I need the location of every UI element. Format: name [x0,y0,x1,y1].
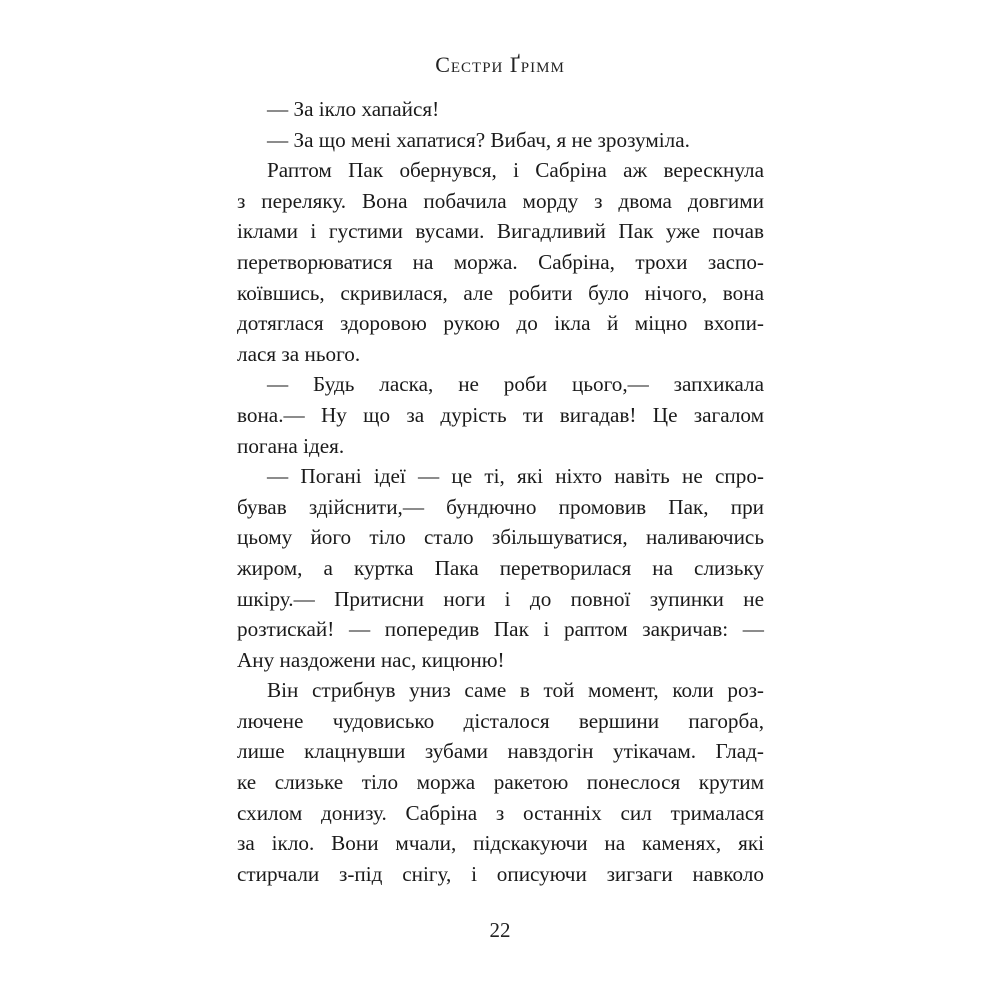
text-line: за ікло. Вони мчали, підскакуючи на каменях, які [237,831,764,856]
text-line: дотяглася здоровою рукою до ікла й міцно вхопи- [237,311,764,336]
text-line: вона.— Ну що за дурість ти вигадав! Це загалом [237,402,764,427]
text-line: лючене чудовисько дісталося вершини пагорба, [237,708,764,733]
text-line: розтискай! — попередив Пак і раптом закричав: — [237,617,764,642]
running-header: Сестри Ґрімм [435,52,565,77]
text-line: жиром, а куртка Пака перетворилася на слизьку [237,555,764,580]
text-line: — Будь ласка, не роби цього,— запхикала [267,372,764,397]
text-line: схилом донизу. Сабріна з останніх сил трималася [237,800,764,825]
text-line: перетворюватися на моржа. Сабріна, трохи заспо- [237,249,764,274]
page-number: 22 [489,918,511,942]
text-line: шкіру.— Притисни ноги і до повної зупинки не [237,586,764,611]
text-line: Він стрибнув униз саме в той момент, коли роз- [267,678,764,703]
text-line: — Погані ідеї — це ті, які ніхто навіть не спро- [267,464,764,489]
text-line: іклами і густими вусами. Вигадливий Пак уже почав [237,219,764,244]
text-line: коївшись, скривилася, але робити було нічого, вона [237,280,764,305]
text-line: Раптом Пак обернувся, і Сабріна аж верескнула [267,158,764,183]
text-line: погана ідея. [237,433,345,458]
text-line: цьому його тіло стало збільшуватися, наливаючись [237,525,764,550]
text-line: — За що мені хапатися? Вибач, я не зрозуміла. [267,127,690,152]
body-text [237,94,764,889]
text-line: лише клацнувши зубами навздогін утікачам. Глад- [237,739,764,764]
text-line: Ану наздожени нас, кицюню! [237,647,505,672]
text-line: ке слизьке тіло моржа ракетою понеслося крутим [237,770,764,795]
text-line: лася за нього. [237,341,361,366]
text-line: бував здійснити,— бундючно промовив Пак, при [237,494,764,519]
text-line: — За ікло хапайся! [267,97,440,121]
text-line: з переляку. Вона побачила морду з двома довгими [237,188,764,213]
text-line: стирчали з-під снігу, і описуючи зигзаги навколо [237,861,764,886]
